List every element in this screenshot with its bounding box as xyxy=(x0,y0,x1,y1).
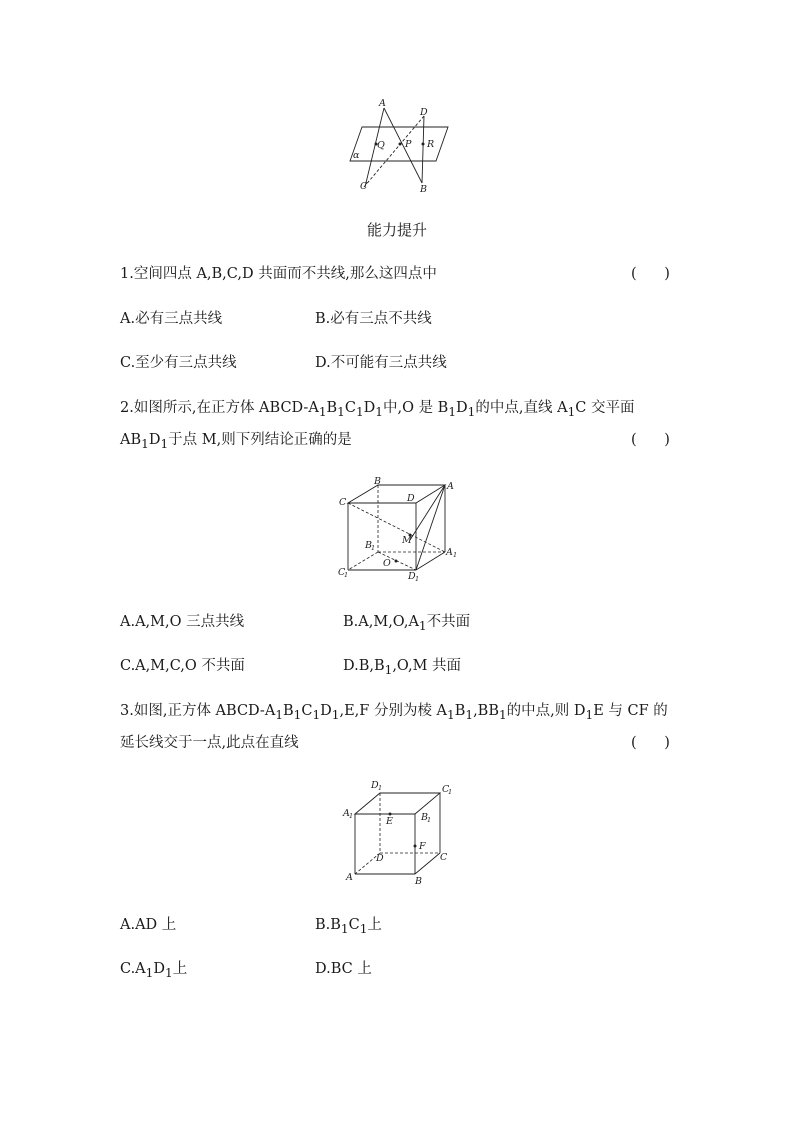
line-am xyxy=(410,485,445,540)
svg-text:1: 1 xyxy=(344,571,349,579)
svg-text:1: 1 xyxy=(427,816,432,824)
line-ab xyxy=(384,108,422,183)
svg-text:C: C xyxy=(440,852,448,863)
cube-diagonal-ad1 xyxy=(416,485,445,570)
q1-option-c[interactable]: C.至少有三点共线 xyxy=(120,355,237,371)
svg-text:D: D xyxy=(408,571,416,582)
svg-text:1: 1 xyxy=(448,788,453,796)
svg-text:1: 1 xyxy=(349,812,354,820)
line-db xyxy=(422,116,424,183)
cube-top-face xyxy=(348,485,445,503)
point-p xyxy=(399,143,402,146)
q1-answer-paren: ( ) xyxy=(631,266,670,282)
q2-option-b[interactable]: $B.A,M,O,A_1$不共面 xyxy=(343,614,471,633)
svg-text:B: B xyxy=(365,540,372,551)
point-r xyxy=(422,143,425,146)
q2-option-d[interactable]: $D.B,B_1,O,M$ 共面 xyxy=(343,658,462,677)
q3-option-a[interactable]: A.AD 上 xyxy=(120,917,177,933)
q3-option-b[interactable]: $B.B_1C_1$上 xyxy=(315,917,382,936)
q2-stem-line2: $AB_1D_1$于点 M,则下列结论正确的是 xyxy=(120,432,352,451)
label-r: R xyxy=(427,139,435,150)
figure-cube-q3 xyxy=(338,776,462,888)
figure-cube-q2 xyxy=(330,475,465,583)
section-title: 能力提升 xyxy=(367,221,428,239)
svg-text:A: A xyxy=(343,808,350,819)
q1-stem: 1.空间四点 A,B,C,D 共面而不共线,那么这四点中 xyxy=(120,266,437,282)
svg-text:D: D xyxy=(371,780,379,791)
label-a: A xyxy=(379,98,386,109)
label-b: B xyxy=(420,184,427,195)
svg-text:D: D xyxy=(376,853,384,864)
q3-stem-line2: 延长线交于一点,此点在直线 xyxy=(120,735,299,751)
svg-text:A: A xyxy=(446,547,453,558)
svg-text:C: C xyxy=(339,497,347,508)
label-p: P xyxy=(405,139,412,150)
q3-option-d[interactable]: D.BC 上 xyxy=(315,961,372,977)
svg-text:1: 1 xyxy=(415,575,420,583)
label-alpha: α xyxy=(353,150,360,161)
svg-text:B: B xyxy=(415,876,422,887)
svg-text:A: A xyxy=(447,481,454,492)
svg-text:1: 1 xyxy=(453,551,458,559)
svg-text:1: 1 xyxy=(371,544,376,552)
cube3-top-face xyxy=(355,793,440,814)
svg-text:B: B xyxy=(421,812,428,823)
figure-planes-lines xyxy=(340,95,460,195)
svg-text:F: F xyxy=(419,841,426,852)
q3-stem-line1: 3.如图,正方体 ABCD-$A_1B_1C_1D_1,E,F$ 分别为棱 $A_1B_1,BB_1$的中点,则 $D_1E$ 与 CF 的 xyxy=(120,703,668,722)
svg-text:1: 1 xyxy=(378,784,383,792)
q3-option-c[interactable]: $C.A_1D_1$上 xyxy=(120,961,188,980)
q2-option-c[interactable]: C.A,M,C,O 不共面 xyxy=(120,658,245,674)
svg-text:B: B xyxy=(374,476,381,487)
svg-text:A: A xyxy=(346,872,353,883)
q2-option-a[interactable]: A.A,M,O 三点共线 xyxy=(120,614,245,630)
point-o xyxy=(395,560,398,563)
label-d: D xyxy=(420,107,428,118)
q1-option-a[interactable]: A.必有三点共线 xyxy=(120,311,223,327)
label-q: Q xyxy=(377,140,385,151)
svg-text:E: E xyxy=(386,816,393,827)
point-f xyxy=(414,845,417,848)
q1-option-d[interactable]: D.不可能有三点共线 xyxy=(315,355,447,371)
svg-text:C: C xyxy=(442,784,450,795)
q1-option-b[interactable]: B.必有三点不共线 xyxy=(315,311,432,327)
q2-stem-line1: 2.如图所示,在正方体 ABCD-$A_1B_1C_1D_1$中,O 是 $B_1D_1$的中点,直线 $A_1C$ 交平面 xyxy=(120,400,635,419)
svg-text:D: D xyxy=(407,493,415,504)
svg-text:C: C xyxy=(338,567,346,578)
svg-text:O: O xyxy=(383,558,391,569)
svg-text:M: M xyxy=(402,535,412,546)
q2-answer-paren: ( ) xyxy=(631,432,670,448)
q3-answer-paren: ( ) xyxy=(631,735,670,751)
label-c: C xyxy=(360,181,368,192)
